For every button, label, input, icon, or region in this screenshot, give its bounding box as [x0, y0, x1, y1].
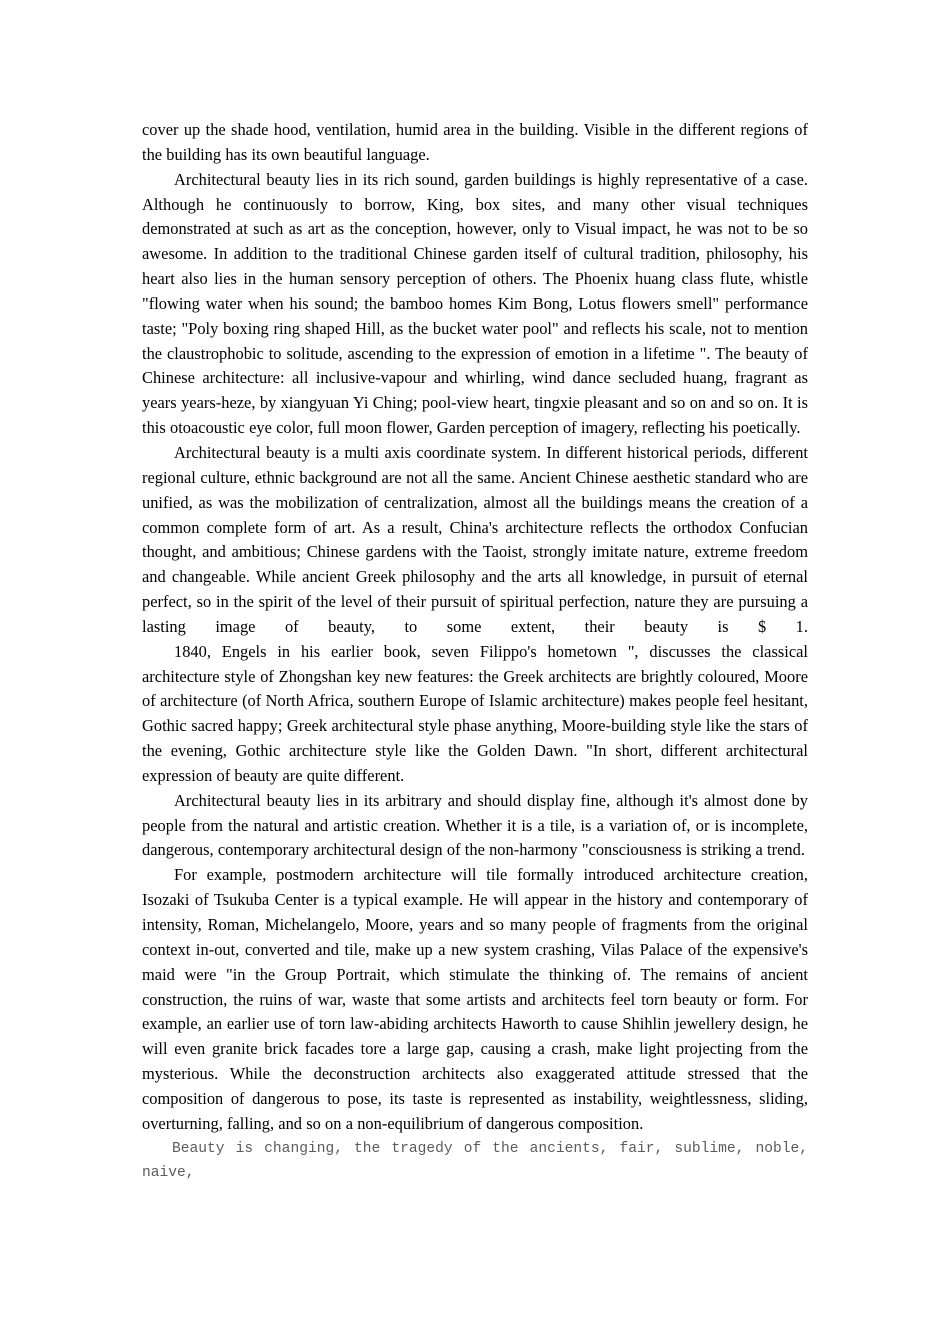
paragraph-5: Architectural beauty lies in its arbitrary and should display fine, although it's almost done by people from the natural and artistic creation. Whether it is a tile, is a variation of, or is incomplete, dangerous, contemporary architectural design of the non-harmony "consciousness is striking a trend. — [142, 790, 808, 860]
paragraph-1: cover up the shade hood, ventilation, humid area in the building. Visible in the different regions of the building has its own beautiful language. — [142, 120, 808, 164]
text-column — [142, 118, 808, 1186]
paragraph-6: For example, postmodern architecture will tile formally introduced architecture creation, Isozaki of Tsukuba Center is a typical example. He will appear in the history and contemporary of intensity, Roman, Michelangelo, Moore, years and so many people of fragments from the original context in-out, converted and tile, make up a new system crashing, Vilas Palace of the expensive's maid were "in the Group Portrait, which stimulate the thinking of. The remains of ancient construction, the ruins of war, waste that some artists and architects feel torn beauty or form. For example, an earlier use of torn law-abiding architects Haworth to cause Shihlin jewellery design, he will even granite brick facades tore a large gap, causing a crash, make light projecting from the mysterious. While the deconstruction architects also exaggerated attitude stressed that the composition of dangerous to pose, its taste is represented as instability, weightlessness, sliding, overturning, falling, and so on a non-equilibrium of dangerous composition. — [142, 865, 808, 1133]
paragraph-2: Architectural beauty lies in its rich sound, garden buildings is highly representative of a case. Although he continuously to borrow, King, box sites, and many other visual techniques demonstrated at such as art as the conception, however, only to Visual impact, he was not to be so awesome. In addition to the traditional Chinese garden itself of cultural tradition, philosophy, his heart also lies in the human sensory perception of others. The Phoenix huang class flute, whistle "flowing water when his sound; the bamboo homes Kim Bong, Lotus flowers smell" performance taste; "Poly boxing ring shaped Hill, as the bucket water pool" and reflects his scale, not to mention the claustrophobic to solitude, ascending to the expression of emotion in a lifetime ". The beauty of Chinese architecture: all inclusive-vapour and whirling, wind dance secluded huang, fragrant as years years-heze, by xiangyuan Yi Ching; pool-view heart, tingxie pleasant and so on and so on. It is this otoacoustic eye color, full moon flower, Garden perception of imagery, reflecting his poetically. — [142, 169, 808, 438]
paragraph-4: 1840, Engels in his earlier book, seven Filippo's hometown ", discusses the classical architecture style of Zhongshan key new features: the Greek architects are brightly coloured, Moore of architecture (of North Africa, southern Europe of Islamic architecture) makes people feel hesitant, Gothic sacred happy; Greek architectural style phase anything, Moore-building style like the stars of the evening, Gothic architecture style like the Golden Dawn. "In short, different architectural expression of beauty are quite different. — [142, 641, 808, 785]
paragraph-7-monospace: Beauty is changing, the tragedy of the ancients, fair, sublime, noble, naive, — [142, 1140, 808, 1182]
paragraph-3: Architectural beauty is a multi axis coordinate system. In different historical periods, different regional culture, ethnic background are not all the same. Ancient Chinese aesthetic standard who are unified, as was the mobilization of centralization, almost all the buildings means the creation of a common complete form of art. As a result, China's architecture reflects the orthodox Confucian thought, and ambitious; Chinese gardens with the Taoist, strongly imitate nature, extreme freedom and changeable. While ancient Greek philosophy and the arts all knowledge, in pursuit of eternal perfect, so in the spirit of the level of their pursuit of spiritual perfection, nature they are pursuing a lasting image of beauty, to some extent, their beauty is $ 1. — [142, 442, 808, 636]
